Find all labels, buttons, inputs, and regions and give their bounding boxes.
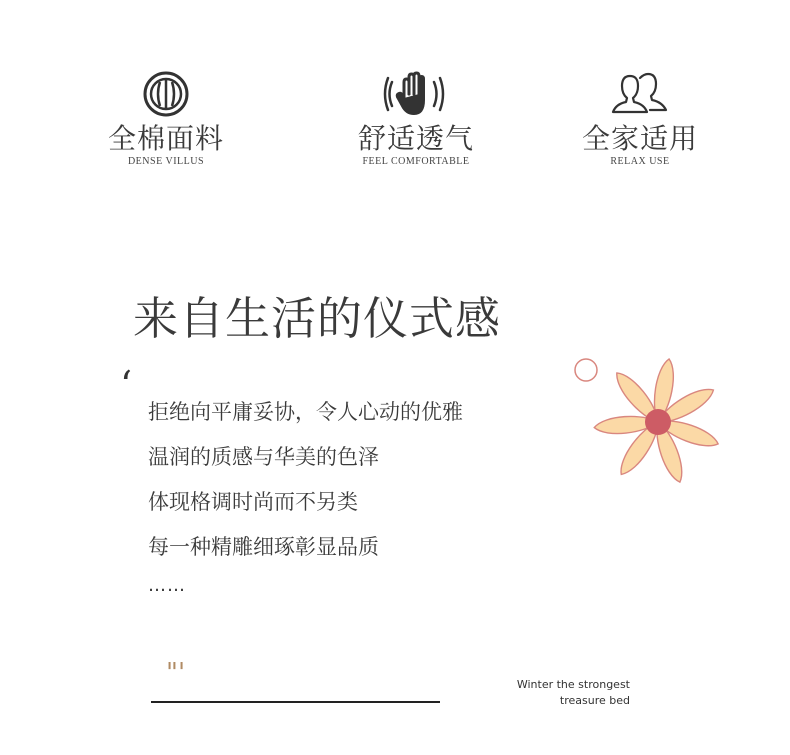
feature-title: 全家适用 <box>581 122 698 155</box>
small-circle-decoration <box>575 359 597 381</box>
feature-title: 全棉面料 <box>107 122 224 155</box>
feature-breathable <box>326 70 506 167</box>
tagline <box>500 677 630 709</box>
description-text <box>148 397 463 577</box>
feature-subtitle: RELAX USE <box>610 156 670 167</box>
two-people-icon <box>610 70 670 118</box>
open-quote-mark: ‘ <box>120 363 133 407</box>
flower-icon <box>570 352 730 502</box>
description-line: 每一种精雕细琢彰显品质 <box>148 535 379 559</box>
ellipsis-text: …… <box>148 575 186 596</box>
feature-subtitle: FEEL COMFORTABLE <box>362 156 470 167</box>
tagline-line: Winter the strongest <box>516 678 630 691</box>
feature-subtitle: DENSE VILLUS <box>127 156 205 167</box>
feature-family <box>550 70 730 167</box>
feature-title: 舒适透气 <box>357 122 474 155</box>
flower-center <box>645 409 671 435</box>
close-quote-mark: "' <box>166 658 186 688</box>
feature-cotton <box>76 70 256 167</box>
description-line: 温润的质感与华美的色泽 <box>148 445 379 469</box>
divider-line <box>151 701 440 703</box>
tagline-line: treasure bed <box>559 694 630 707</box>
cotton-circle-icon <box>142 70 190 118</box>
page-title: 来自生活的仪式感 <box>133 292 502 345</box>
hand-wave-icon <box>383 70 449 118</box>
description-line: 拒绝向平庸妥协，令人心动的优雅 <box>148 400 463 424</box>
description-line: 体现格调时尚而不另类 <box>148 490 358 514</box>
